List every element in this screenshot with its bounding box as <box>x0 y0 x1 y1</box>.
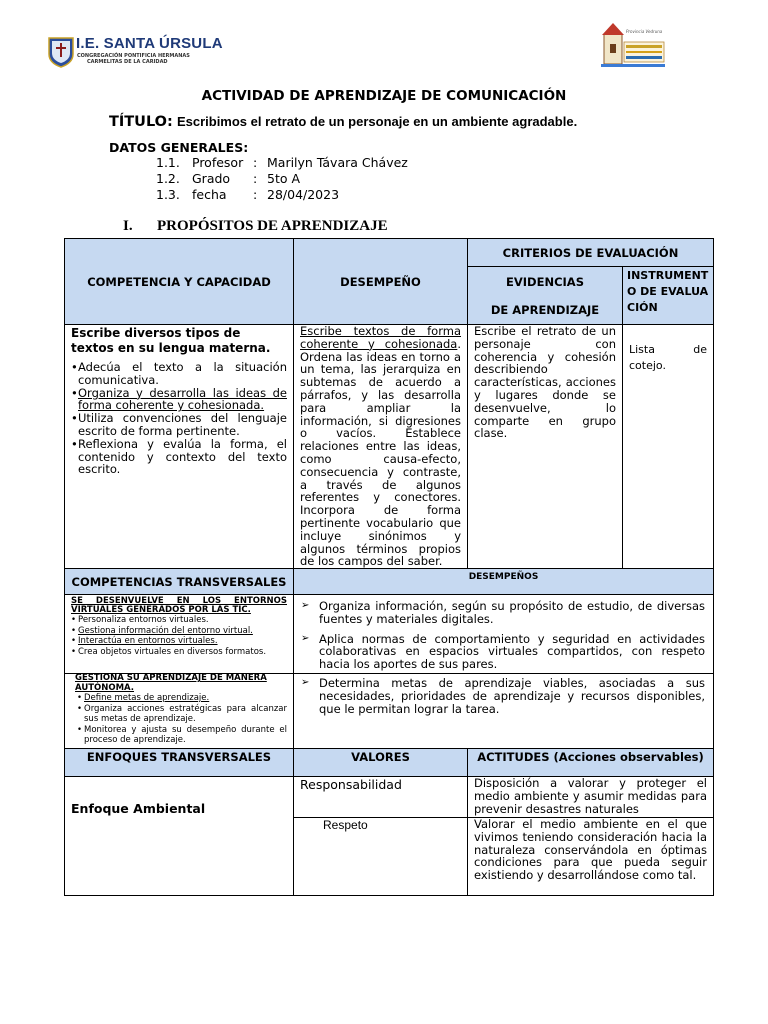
header-desempeno: DESEMPEÑO <box>293 238 468 325</box>
competencia-title: Escribe diversos tipos de textos en su lengua materna. <box>71 326 271 355</box>
province-logo <box>598 20 668 70</box>
school-congregation: CONGREGACIÓN PONTIFICIA HERMANAS CARMELITAS DE LA CARIDAD <box>77 53 190 65</box>
tic-desempenos-cell <box>293 594 714 674</box>
list-item: • Interactúa en entornos virtuales. <box>71 636 287 647</box>
header-enfoques: ENFOQUES TRANSVERSALES <box>64 748 294 777</box>
list-item: • Personaliza entornos virtuales. <box>71 615 287 626</box>
list-item: • Adecúa el texto a la situación comunicativa. <box>71 361 287 387</box>
list-item: • Reflexiona y evalúa la forma, el contenido y contexto del texto escrito. <box>71 438 287 476</box>
church-icon <box>598 20 668 70</box>
school-logo <box>48 35 223 70</box>
datos-row: 1.3. fecha : 28/04/2023 <box>156 187 340 202</box>
list-item: • Organiza y desarrolla las ideas de forma coherente y cohesionada. <box>71 387 287 413</box>
school-name: I.E. SANTA ÚRSULA <box>76 35 223 52</box>
autonomia-list <box>75 693 287 746</box>
header-criterios: CRITERIOS DE EVALUACIÓN <box>467 238 714 267</box>
autonomia-title: GESTIONA SU APRENDIZAJE DE MANERA AUTÓNOMA. <box>75 673 267 693</box>
section-heading: I. PROPÓSITOS DE APRENDIZAJE <box>123 218 388 234</box>
header-valores: VALORES <box>293 748 468 777</box>
titulo-label: TÍTULO: <box>109 114 173 130</box>
activity-title <box>109 114 577 130</box>
shield-icon <box>48 36 74 68</box>
header-transversales: COMPETENCIAS TRANSVERSALES <box>64 568 294 595</box>
datos-row: 1.1. Profesor : Marilyn Távara Chávez <box>156 155 408 170</box>
instrumento-cell: Lista de cotejo. <box>622 324 714 569</box>
actitud-cell: Valorar el medio ambiente en el que vivimos teniendo consideración hacia la naturaleza conservándola en óptimas condiciones para que pueda seguir existiendo y desarrollándose como tal. <box>467 817 714 896</box>
valor-cell: Responsabilidad <box>293 776 468 818</box>
page-title: ACTIVIDAD DE APRENDIZAJE DE COMUNICACIÓN <box>201 88 567 104</box>
list-item: ➢ Determina metas de aprendizaje viables, asociadas a sus necesidades, prioridades de aprendizaje y recursos disponibles, que le permitan lograr la tarea. <box>298 677 705 715</box>
datos-generales-heading: DATOS GENERALES: <box>109 140 249 155</box>
desempeno-text: . Ordena las ideas en torno a un tema, las jerarquiza en subtemas de acuerdo a párrafos, y las desarrolla para ampliar la información, si digresiones o vacíos. Establece relaciones entre las ideas, como causa-efecto, consecuencia y contraste, a través de algunos referentes y conectores. Incorpora de forma pertinente vocabulario que incluye sinónimos y algunos términos propios de los campos del saber. <box>300 336 461 569</box>
valor-cell: Respeto <box>293 817 468 896</box>
header-actitudes: ACTITUDES (Acciones observables) <box>467 748 714 777</box>
enfoque-cell: Enfoque Ambiental <box>64 776 294 896</box>
list-item: • Monitorea y ajusta su desempeño durante el proceso de aprendizaje. <box>77 725 287 746</box>
desempeno-cell <box>293 324 468 569</box>
tic-cell <box>64 594 294 674</box>
list-item: • Define metas de aprendizaje. <box>77 693 287 704</box>
autonomia-cell <box>64 673 294 749</box>
titulo-text: Escribimos el retrato de un personaje en un ambiente agradable. <box>176 114 578 129</box>
province-logo-text: Provincia Vedruna <box>626 29 663 34</box>
header-instrumento: INSTRUMENTO DE EVALUACIÓN <box>622 266 714 325</box>
tic-desempenos-list <box>298 600 705 671</box>
tic-title: SE DESENVUELVE EN LOS ENTORNOS VIRTUALES GENERADOS POR LAS TIC. <box>71 596 287 615</box>
competencia-cell <box>64 324 294 569</box>
header-competencia: COMPETENCIA Y CAPACIDAD <box>64 238 294 325</box>
actitud-cell: Disposición a valorar y proteger el medio ambiente y asumir medidas para prevenir desastres naturales <box>467 776 714 818</box>
desempeno-underlined: Escribe textos de forma coherente y cohesionada <box>300 324 461 351</box>
list-item: • Crea objetos virtuales en diversos formatos. <box>71 647 287 658</box>
list-item: • Utiliza convenciones del lenguaje escrito de forma pertinente. <box>71 412 287 438</box>
tic-list <box>71 615 287 657</box>
list-item: • Organiza acciones estratégicas para alcanzar sus metas de aprendizaje. <box>77 704 287 725</box>
capacidades-list <box>71 361 287 476</box>
autonomia-desempenos-cell <box>293 673 714 749</box>
list-item: • Gestiona información del entorno virtual. <box>71 626 287 637</box>
header-desempenos: DESEMPEÑOS <box>293 568 714 595</box>
datos-row: 1.2. Grado : 5to A <box>156 171 301 186</box>
autonomia-desempenos-list <box>298 677 705 715</box>
header-evidencias: EVIDENCIAS DE APRENDIZAJE <box>467 266 623 325</box>
evidencia-cell: Escribe el retrato de un personaje con coherencia y cohesión describiendo características, acciones y lugares donde se desenvuelve, lo comparte en grupo clase. <box>467 324 623 569</box>
list-item: ➢ Organiza información, según su propósito de estudio, de diversas fuentes y materiales digitales. <box>298 600 705 626</box>
list-item: ➢ Aplica normas de comportamiento y seguridad en actividades colaborativas en espacios virtuales compartidos, con respeto hacia los aportes de sus pares. <box>298 633 705 671</box>
